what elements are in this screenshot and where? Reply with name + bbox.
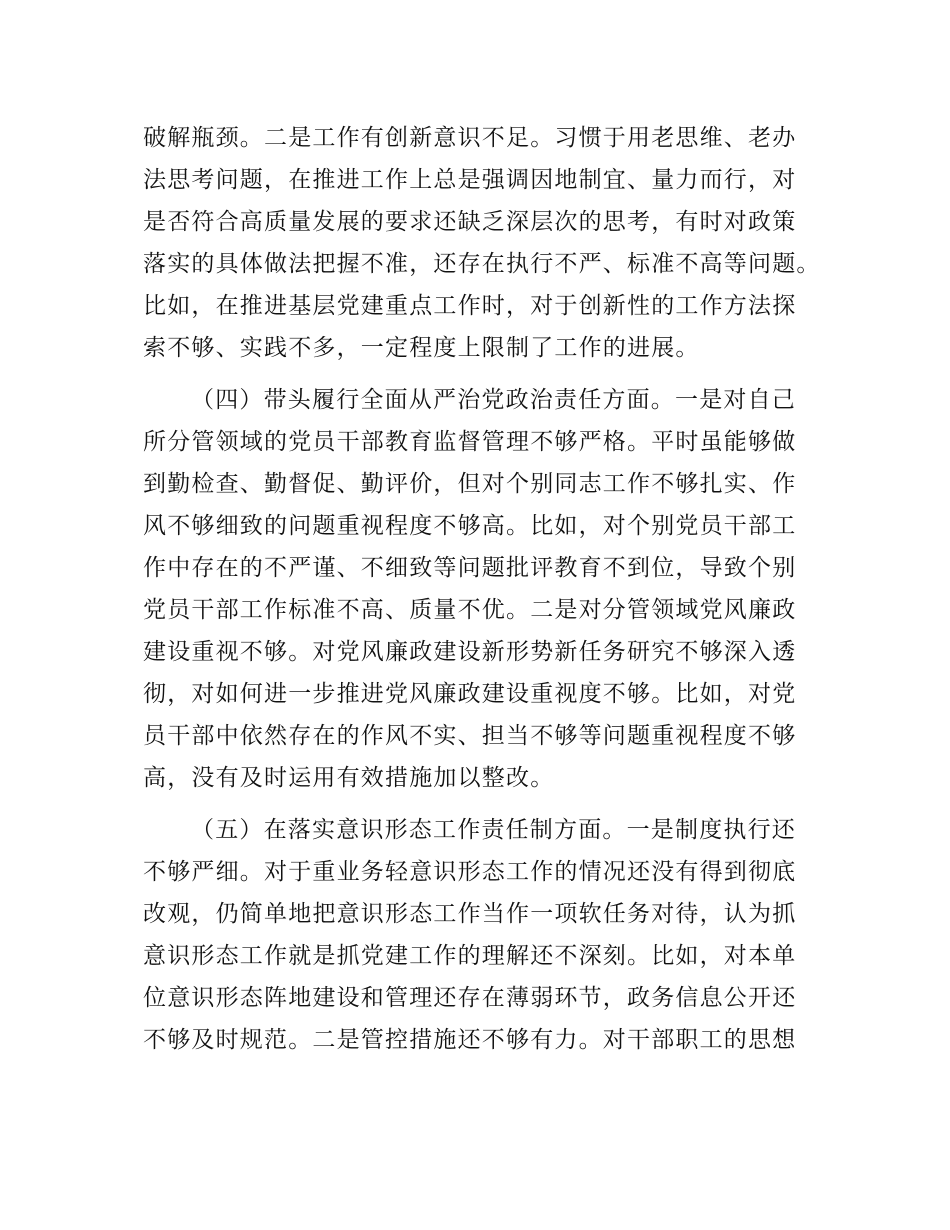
text-line: 索不够、实践不多，一定程度上限制了工作的进展。 (143, 335, 700, 361)
text-line: 改观，仍简单地把意识形态工作当作一项软任务对待，认为抓 (143, 901, 797, 927)
paragraph-continuation (143, 117, 823, 369)
text-line: 风不够细致的问题重视程度不够高。比如，对个别党员干部工 (143, 513, 797, 539)
paragraph-section-5 (143, 809, 823, 1061)
text-line: 不够严细。对于重业务轻意识形态工作的情况还没有得到彻底 (143, 859, 797, 885)
text-line: 员干部中依然存在的作风不实、担当不够等问题重视程度不够 (143, 723, 797, 749)
text-line: 建设重视不够。对党风廉政建设新形势新任务研究不够深入透 (143, 639, 797, 665)
text-line: 是否符合高质量发展的要求还缺乏深层次的思考，有时对政策 (143, 209, 797, 235)
text-line: 高，没有及时运用有效措施加以整改。 (143, 765, 555, 791)
text-line: （四）带头履行全面从严治党政治责任方面。一是对自己 (191, 387, 796, 413)
text-line: 破解瓶颈。二是工作有创新意识不足。习惯于用老思维、老办 (143, 125, 797, 151)
text-line: 比如，在推进基层党建重点工作时，对于创新性的工作方法探 (143, 293, 797, 319)
text-line: 位意识形态阵地建设和管理还存在薄弱环节，政务信息公开还 (143, 985, 797, 1011)
text-line: 作中存在的不严谨、不细致等问题批评教育不到位，导致个别 (143, 555, 797, 581)
text-line: （五）在落实意识形态工作责任制方面。一是制度执行还 (191, 817, 796, 843)
text-line: 党员干部工作标准不高、质量不优。二是对分管领域党风廉政 (143, 597, 797, 623)
text-line: 所分管领域的党员干部教育监督管理不够严格。平时虽能够做 (143, 429, 797, 455)
text-line: 法思考问题，在推进工作上总是强调因地制宜、量力而行，对 (143, 167, 797, 193)
text-line: 不够及时规范。二是管控措施还不够有力。对干部职工的思想 (143, 1027, 797, 1053)
document-body (143, 117, 823, 1071)
text-line: 到勤检查、勤督促、勤评价，但对个别同志工作不够扎实、作 (143, 471, 797, 497)
text-line: 意识形态工作就是抓党建工作的理解还不深刻。比如，对本单 (143, 943, 797, 969)
paragraph-section-4 (143, 379, 823, 799)
text-line: 彻，对如何进一步推进党风廉政建设重视度不够。比如，对党 (143, 681, 797, 707)
text-line: 落实的具体做法把握不准，还存在执行不严、标准不高等问题。 (143, 251, 821, 277)
